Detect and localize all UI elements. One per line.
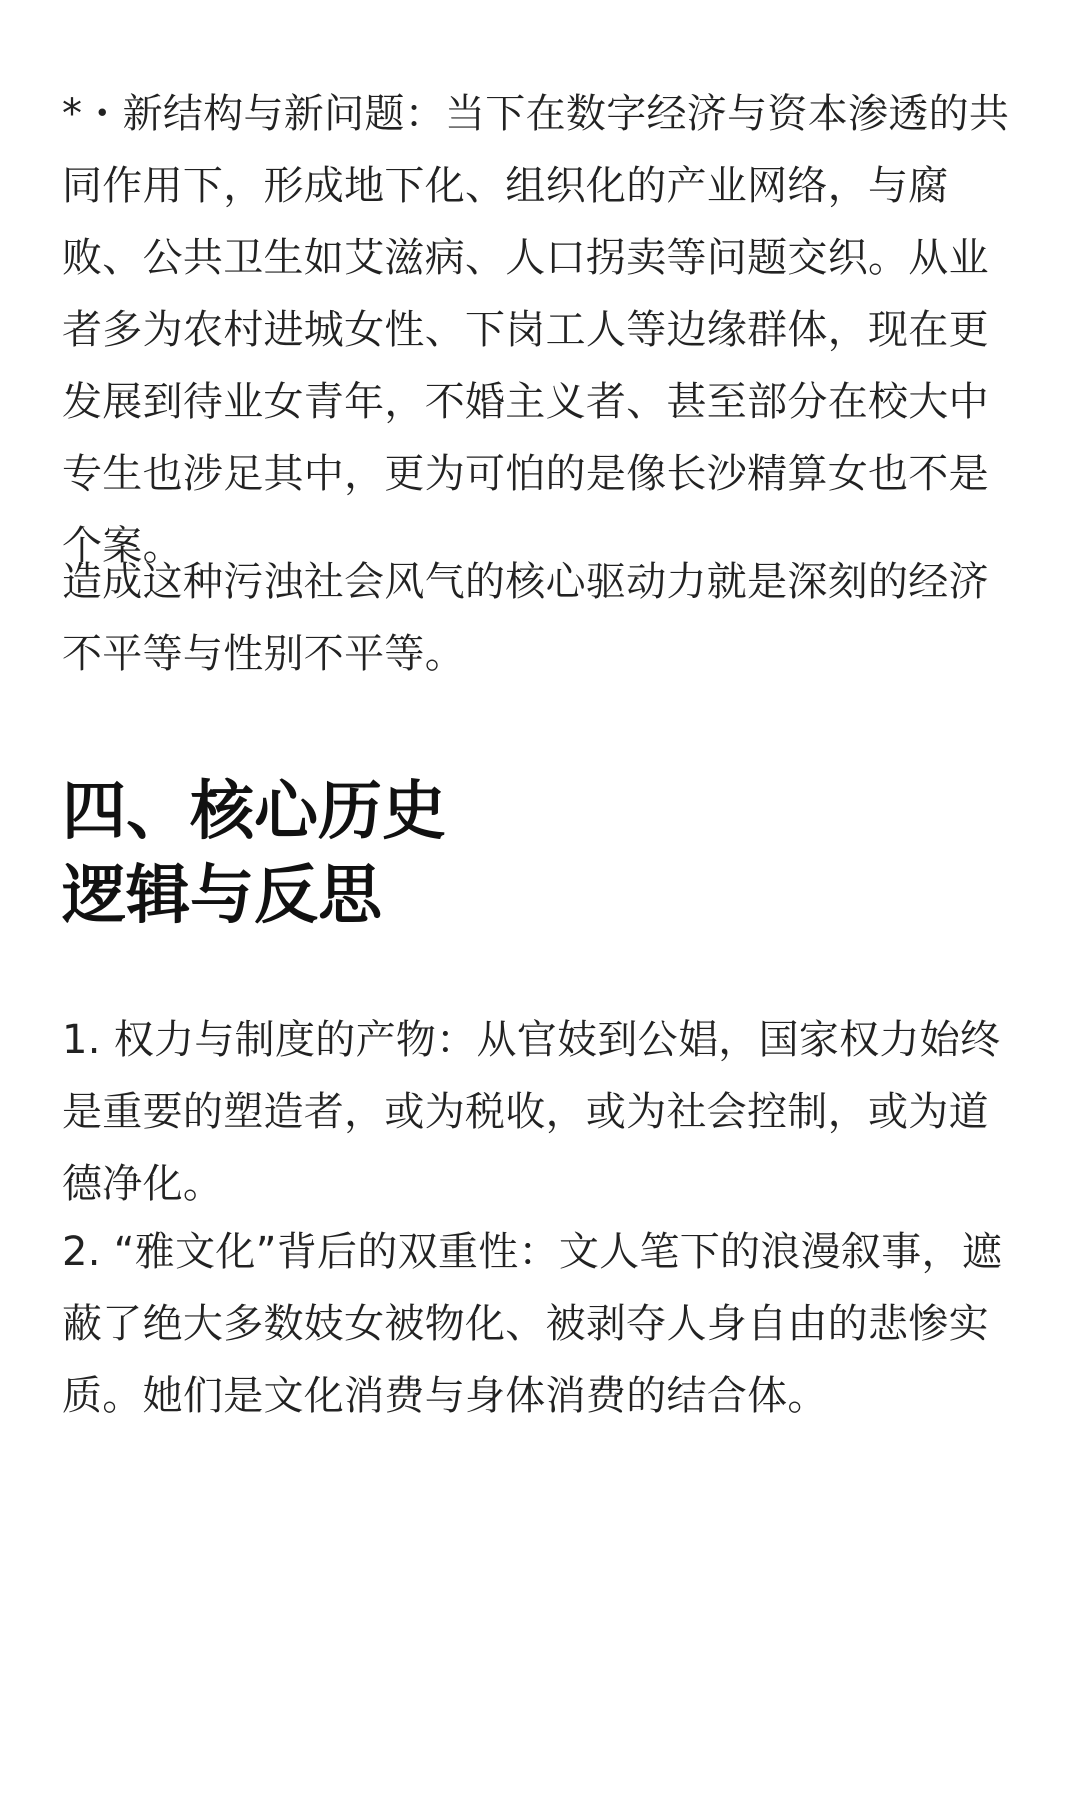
section-heading-line-2: 逻辑与反思: [62, 859, 382, 933]
core-driver-paragraph: 造成这种污浊社会风气的核心驱动力就是深刻的经济不平等与性别不平等。: [62, 559, 989, 677]
list-item-elegant-culture: 2. “雅文化”背后的双重性：文人笔下的浪漫叙事，遮蔽了绝大多数妓女被物化、被剥夺人身自由的悲惨实质。她们是文化消费与身体消费的结合体。: [62, 1229, 1003, 1419]
section-heading: [62, 770, 1022, 938]
list-item-power-institution: 1. 权力与制度的产物：从官妓到公娼，国家权力始终是重要的塑造者，或为税收，或为社会控制，或为道德净化。: [62, 1017, 1001, 1207]
section-heading-line-1: 四、核心历史: [62, 775, 446, 849]
new-structure-paragraph: *・新结构与新问题：当下在数字经济与资本渗透的共同作用下，形成地下化、组织化的产业网络，与腐败、公共卫生如艾滋病、人口拐卖等问题交织。从业者多为农村进城女性、下岗工人等边缘群体，现在更发展到待业女青年，不婚主义者、甚至部分在校大中专生也涉足其中，更为可怕的是像长沙精算女也不是个案。: [62, 91, 1010, 569]
